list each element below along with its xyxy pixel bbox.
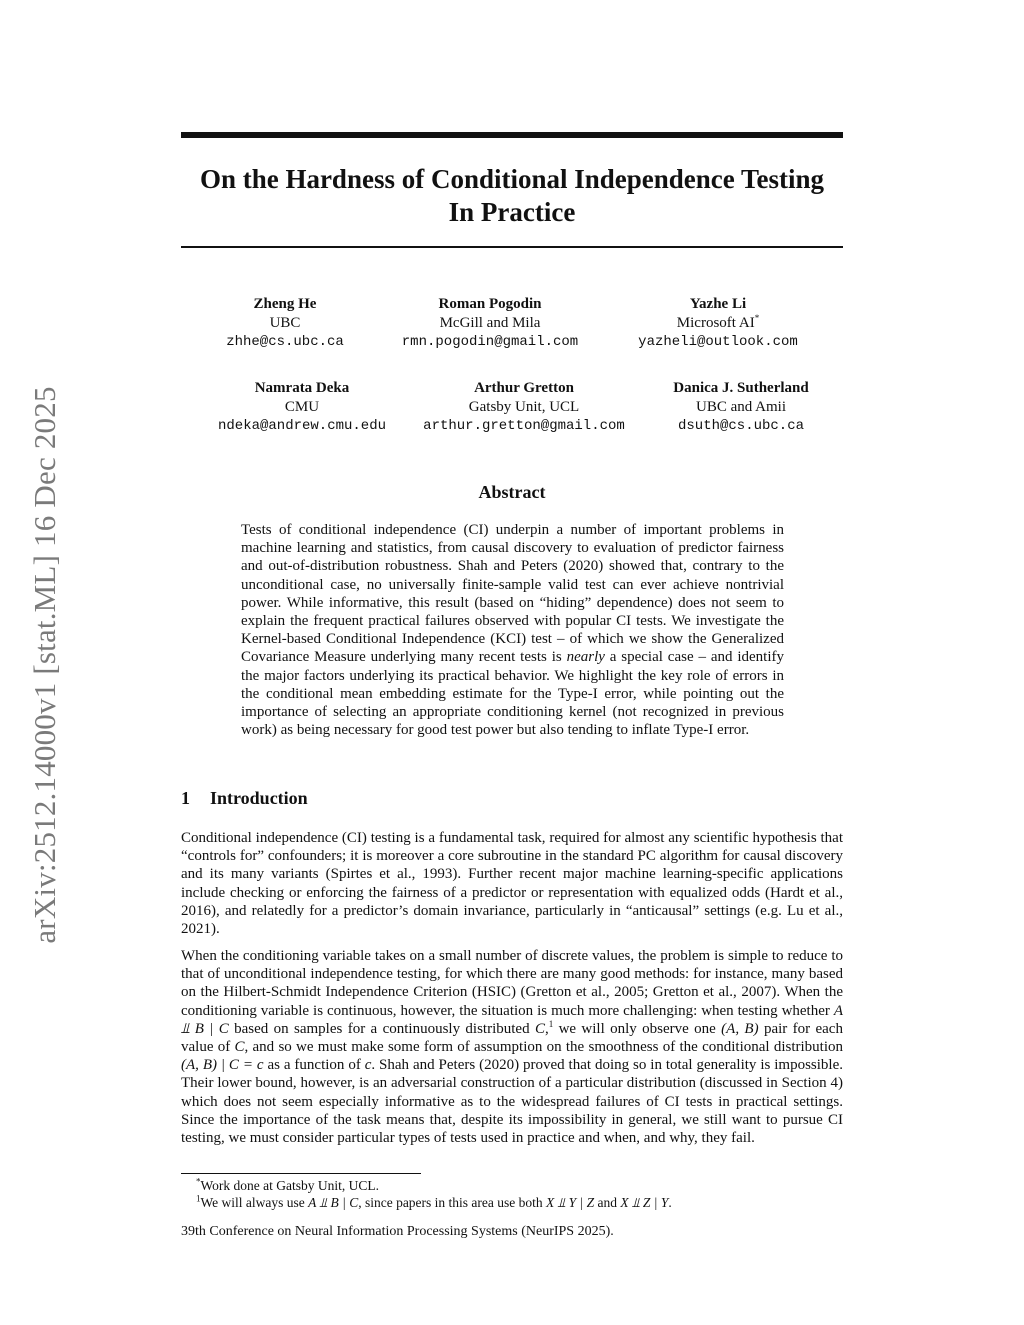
footnote-text: and	[594, 1195, 621, 1210]
math-inline: C	[534, 1020, 545, 1037]
math-inline: (A, B)	[721, 1020, 759, 1037]
footnote	[196, 1177, 379, 1194]
abstract-part: a special case – and identify the major factors underlying its practical behavior. We highlight the key role of errors in the conditional mean embedding estimate for the Type-I error, while pointing out the importance of selecting an appropriate conditioning kernel (not recognized in previous work) as being necessary for good test power but also tending to inflate Type-I error.	[241, 649, 784, 739]
author-email[interactable]: arthur.gretton@gmail.com	[423, 418, 625, 434]
footnote-text: Work done at Gatsby Unit, UCL.	[200, 1178, 380, 1193]
text-run: . Shah and Peters (2020) proved that doing so in total generality is impossible. Their lower bound, however, is an adversarial construction of a particular distribution (discussed in Section 4) which does not seem especially informative as to the widespread failures of CI tests in practical settings. Since the importance of the task means that, despite its impossibility in general, we still want to pursue CI testing, we must consider particular types of tests used in practice and when, and why, they fail.	[181, 1057, 843, 1147]
author-email[interactable]: dsuth@cs.ubc.ca	[677, 418, 805, 434]
section-heading	[181, 788, 308, 809]
section-number: 1	[181, 788, 190, 808]
text-run: as a function of	[263, 1057, 365, 1074]
footnote-rule	[181, 1173, 421, 1174]
author-affiliation: Gatsby Unit, UCL	[468, 399, 580, 415]
text-run: pair for each value of	[181, 1020, 843, 1056]
title-top-rule	[181, 132, 843, 138]
author-email[interactable]: rmn.pogodin@gmail.com	[401, 334, 579, 350]
math-inline: (A, B) | C = c	[181, 1057, 264, 1074]
text-run: based on samples for a continuously distributed	[228, 1020, 535, 1037]
author-name: Yazhe Li	[689, 296, 747, 312]
paper-title	[181, 163, 843, 229]
footnote	[196, 1194, 672, 1211]
author-name: Danica J. Sutherland	[673, 380, 809, 396]
footnote-mark: *	[754, 313, 760, 323]
abstract-text	[241, 521, 784, 739]
math-inline: A ⫫ B | C	[308, 1195, 359, 1210]
intro-paragraph: Conditional independence (CI) testing is a fundamental task, required for almost any scientific hypothesis that “controls for” confounders; it is moreover a core subroutine in the standard PC algorithm for causal discovery and its many variants (Spirtes et al., 1993). Further recent major machine learning-specific applications include checking or enforcing the fairness of a predictor or representation with equalized odds (Hardt et al., 2016), and relatedly for a predictor’s domain invariance, particularly in “anticausal” settings (e.g. Lu et al., 2021).	[181, 830, 843, 938]
author-block	[626, 379, 856, 436]
title-line-1: On the Hardness of Conditional Independence Testing	[199, 164, 825, 194]
footnote-text: We will always use	[200, 1195, 309, 1210]
author-block	[170, 295, 400, 352]
text-run: , and so we must make some form of assumption on the smoothness of the conditional distribution	[244, 1039, 843, 1056]
author-affiliation: McGill and Mila	[439, 315, 541, 331]
author-block	[187, 379, 417, 436]
author-affiliation-text: Microsoft AI	[676, 315, 755, 331]
title-line-2: In Practice	[448, 197, 576, 227]
author-email[interactable]: ndeka@andrew.cmu.edu	[217, 418, 387, 434]
author-block	[409, 379, 639, 436]
text-run: When the conditioning variable takes on a small number of discrete values, the problem is simple to reduce to that of unconditional independence testing, for which there are many good methods: for instance, many based on the Hilbert-Schmidt Independence Criterion (HSIC) (Gretton et al., 2005; Gretton et al., 2007). When the conditioning variable is continuous, however, the situation is much more challenging: when testing whether	[181, 948, 843, 1019]
math-inline: A ⫫ B | C	[181, 1002, 843, 1037]
math-inline: X ⫫ Z | Y	[620, 1195, 669, 1210]
author-affiliation	[603, 314, 833, 333]
title-bottom-rule	[181, 246, 843, 248]
footnote-mark: *	[196, 1176, 201, 1187]
venue-note: 39th Conference on Neural Information Processing Systems (NeurIPS 2025).	[181, 1224, 614, 1239]
math-inline: X ⫫ Y | Z	[546, 1195, 595, 1210]
arxiv-identifier: arXiv:2512.14000v1 [stat.ML] 16 Dec 2025	[27, 386, 62, 944]
footnote-mark[interactable]: 1	[548, 1018, 554, 1029]
author-affiliation: CMU	[284, 399, 320, 415]
author-name: Arthur Gretton	[474, 380, 574, 396]
intro-paragraph: When the conditioning variable takes on a small number of discrete values, the problem is simple to reduce to that of unconditional independence testing, for which there are many good methods: for instance, many based on the Hilbert-Schmidt Independence Criterion (HSIC) (Gretton et al., 2005; Gretton et al., 2007). When the conditioning variable is continuous, however, the situation is much more challenging: when testing whether A ⫫ B | C based on samples for a continuously distributed C,$^1$ we will only observe one (A, B) pair for each value of C, and so we must make some form of assumption on the smoothness of the conditional distribution (A, B) | C = c as a function of c. Shah and Peters (2020) proved that doing so in total generality is impossible. Their lower bound, however, is an adversarial construction of a particular distribution (discussed in Section 4) which does not seem especially informative as to the widespread failures of CI tests in practical settings. Since the importance of the task means that, despite its impossibility in general, we still want to pursue CI testing, we must consider particular types of tests used in practice and when, and why, they fail.	[181, 948, 843, 1147]
abstract-emphasis: nearly	[566, 649, 605, 666]
author-name: Roman Pogodin	[438, 296, 542, 312]
author-affiliation: UBC	[269, 315, 301, 331]
footnote-text: .	[668, 1195, 672, 1210]
author-block	[603, 295, 833, 352]
author-email[interactable]: zhhe@cs.ubc.ca	[226, 334, 344, 350]
abstract-part: Tests of conditional independence (CI) underpin a number of important problems in machine learning and statistics, from causal discovery to evaluation of predictor fairness and out-of-distribution robustness. Shah and Peters (2020) showed that, contrary to the unconditional case, no universally finite-sample valid test can ever achieve nontrivial power. While informative, this result (based on “hiding” dependence) does not seem to explain the frequent practical failures observed with popular CI tests. We investigate the Kernel-based Conditional Independence (KCI) test – of which we show the Generalized Covariance Measure underlying many recent tests is	[241, 522, 784, 666]
author-name: Zheng He	[253, 296, 317, 312]
author-email[interactable]: yazheli@outlook.com	[638, 334, 798, 350]
abstract-heading: Abstract	[478, 482, 546, 502]
author-affiliation: UBC and Amii	[695, 399, 786, 415]
math-inline: C	[234, 1039, 245, 1056]
author-name: Namrata Deka	[254, 380, 350, 396]
math-inline: c	[364, 1057, 372, 1074]
footnote-text: , since papers in this area use both	[358, 1195, 547, 1210]
author-block	[375, 295, 605, 352]
text-run: we will only observe one	[553, 1020, 722, 1037]
section-title: Introduction	[210, 788, 308, 808]
footnote-mark: 1	[196, 1193, 201, 1204]
